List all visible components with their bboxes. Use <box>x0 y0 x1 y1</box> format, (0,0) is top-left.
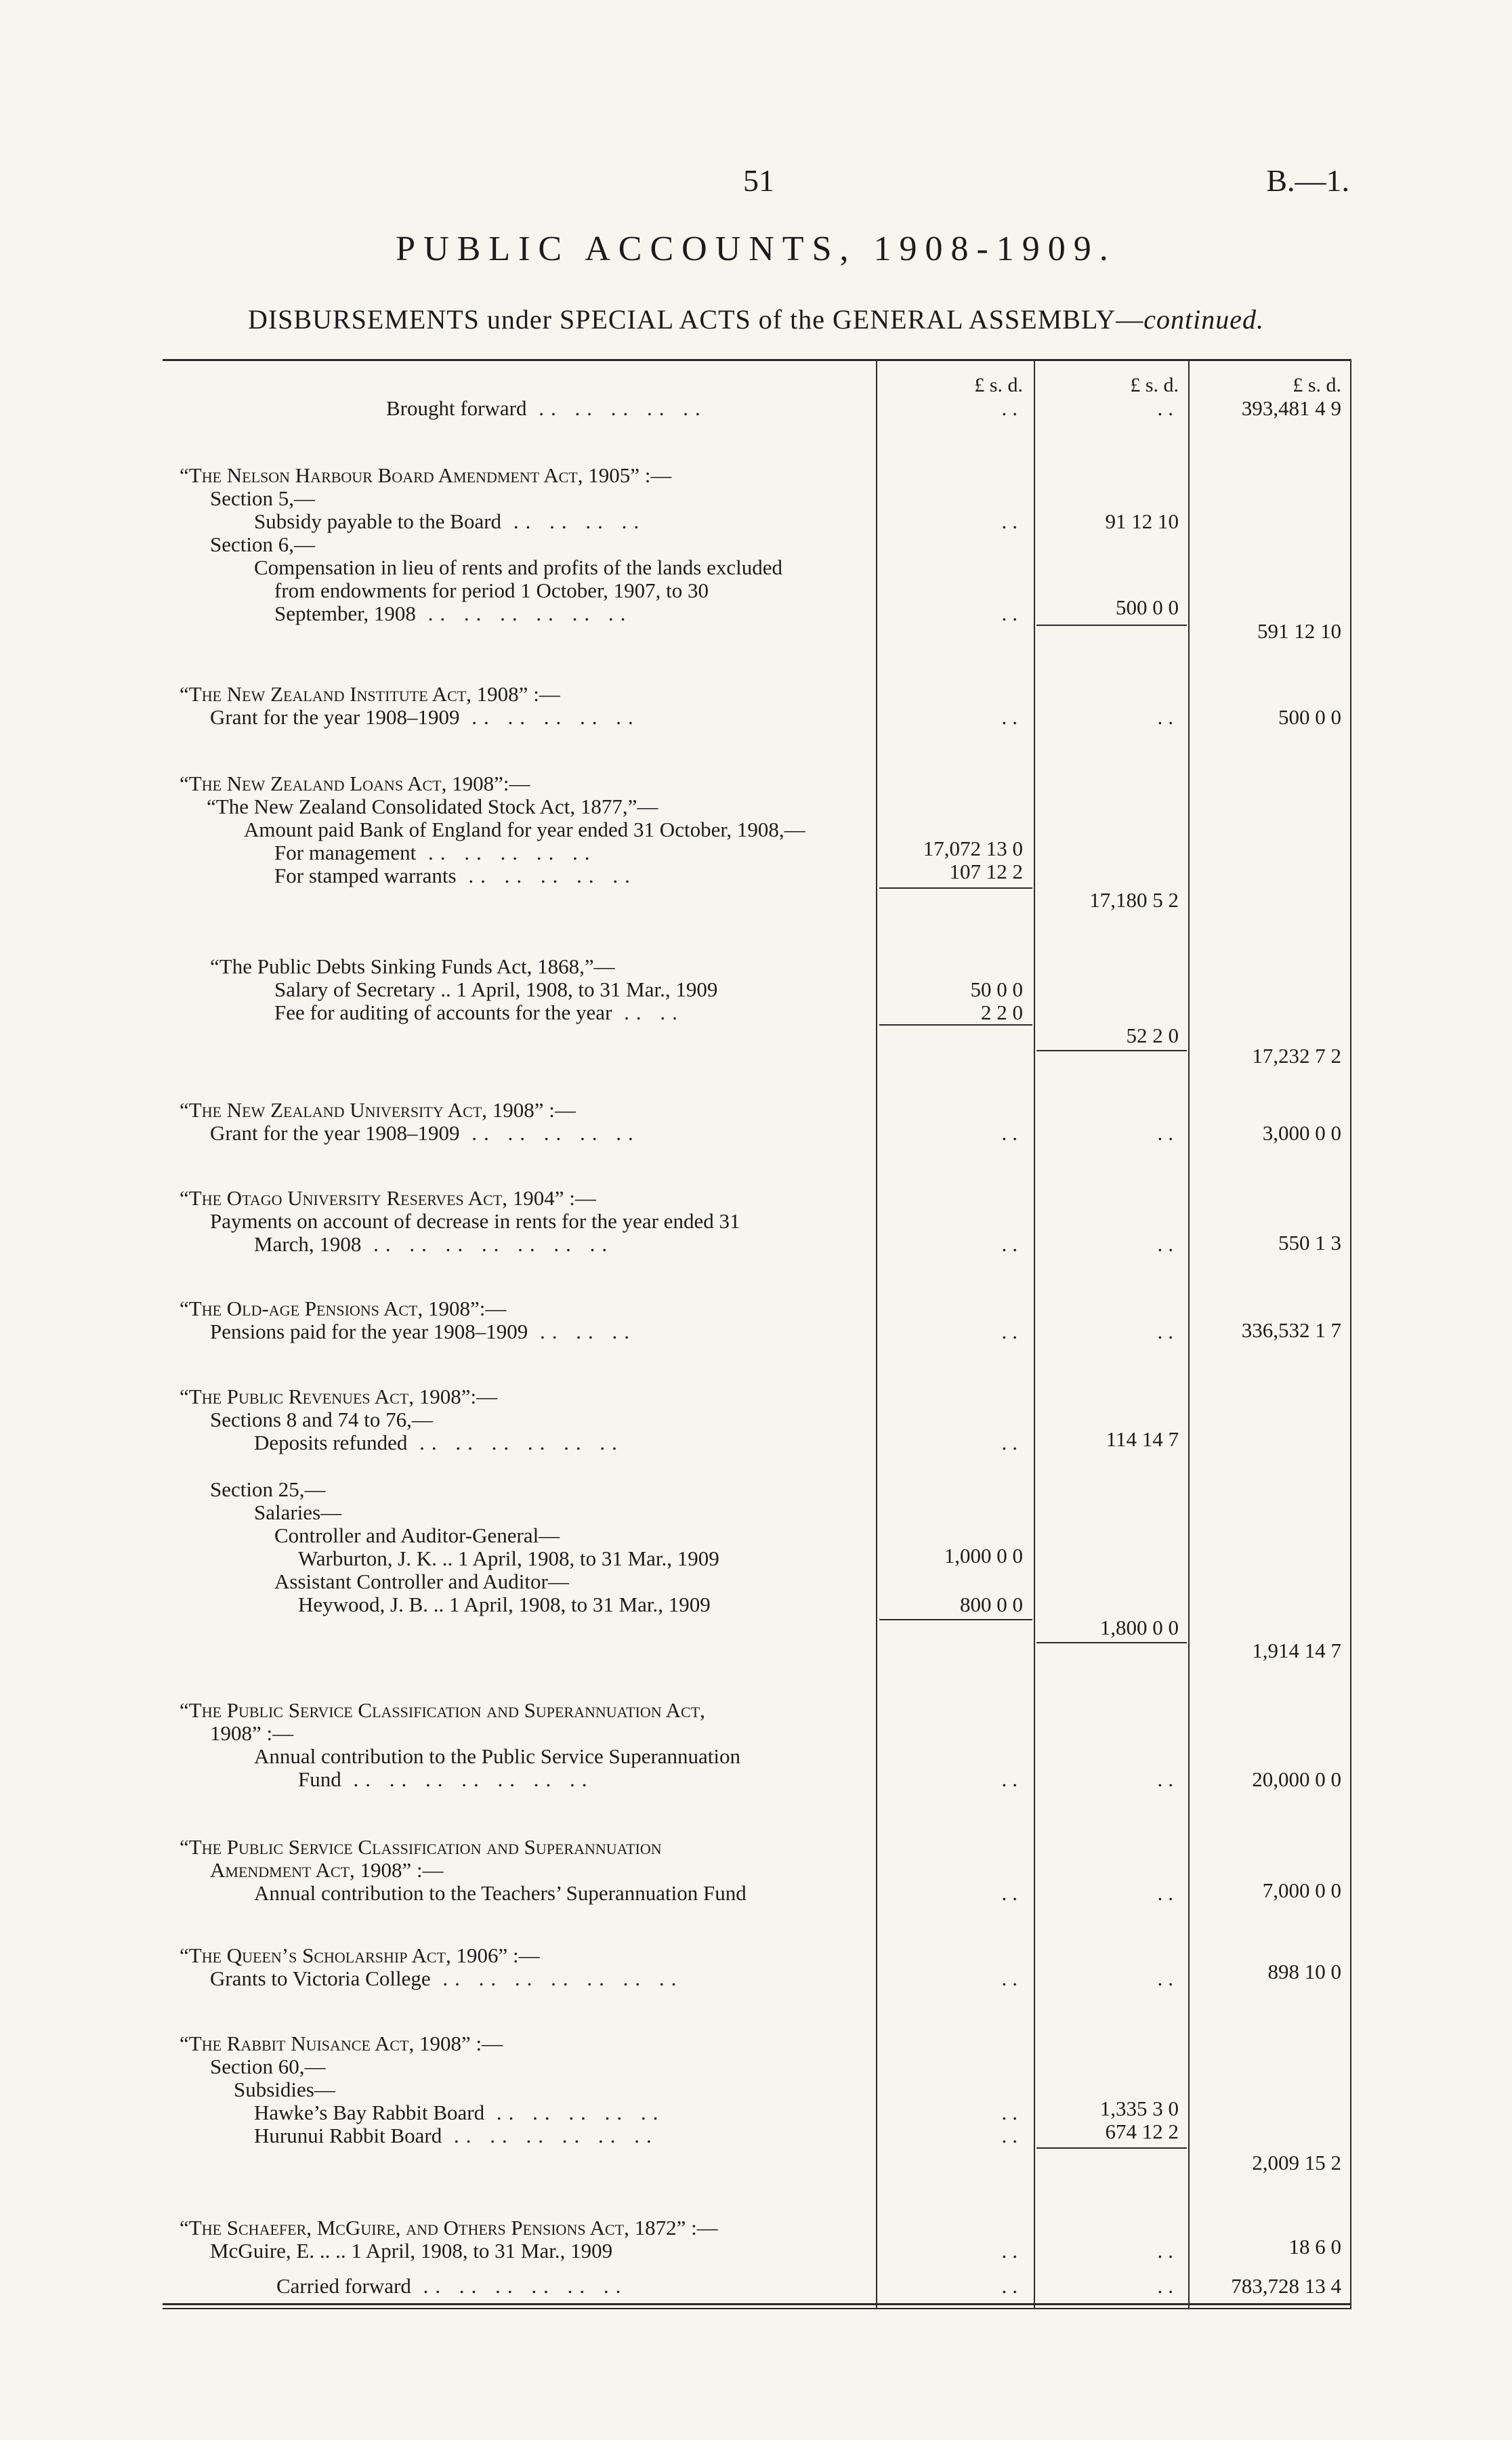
item-c1: .. <box>1001 1232 1023 1256</box>
item-c2: 674 12 2 <box>1105 2120 1179 2143</box>
act-title: “The Queen’s Scholarship Act, 1906” :— <box>180 1943 540 1967</box>
table-bottom-rule <box>163 2308 1351 2309</box>
item-c1: .. <box>1001 2124 1023 2147</box>
item-label: Warburton, J. K. .. 1 April, 1908, to 31 Mar., 1909 <box>298 1547 719 1570</box>
item-c1: .. <box>1001 2101 1023 2124</box>
item-label: Deposits refunded .. .. .. .. .. .. <box>254 1431 624 1454</box>
table-top-rule <box>163 359 1351 361</box>
brought-forward-label: Brought forward .. .. .. .. .. <box>386 396 707 420</box>
item-label: Salaries— <box>254 1500 342 1524</box>
item-c1: .. <box>1001 1121 1023 1145</box>
item-label: from endowments for period 1 October, 1907, to 30 <box>274 579 709 602</box>
act-title: “The Otago University Reserves Act, 1904” :— <box>180 1186 596 1210</box>
item-c2: .. <box>1157 1232 1179 1256</box>
subtotal-rule <box>879 1024 1032 1026</box>
act-total: 2,009 15 2 <box>1252 2151 1341 2174</box>
item-c2: .. <box>1157 1966 1179 1990</box>
item-label: Pensions paid for the year 1908–1909 .. .. .. <box>210 1320 636 1343</box>
act-title: “The Schaefer, McGuire, and Others Pensions Act, 1872” :— <box>180 2216 718 2239</box>
brought-forward-c2: .. <box>1157 396 1179 420</box>
item-c2: .. <box>1157 1767 1179 1791</box>
carried-forward-total: 783,728 13 4 <box>1231 2274 1341 2298</box>
item-c2: 52 2 0 <box>1126 1024 1179 1047</box>
item-label: Compensation in lieu of rents and profits of the lands excluded <box>254 555 782 579</box>
act-title: 1908” :— <box>210 1721 294 1745</box>
table-bottom-rule <box>163 2303 1351 2305</box>
item-c1: .. <box>1001 1966 1023 1990</box>
item-label: Grant for the year 1908–1909 .. .. .. .. .. <box>210 705 640 729</box>
subtotal-rule <box>879 1619 1032 1620</box>
item-label: Subsidy payable to the Board .. .. .. .. <box>254 509 646 533</box>
item-c2: .. <box>1157 705 1179 729</box>
section-label: Sections 8 and 74 to 76,— <box>210 1408 433 1431</box>
subtotal-rule <box>1036 625 1187 626</box>
item-label: Heywood, J. B. .. 1 April, 1908, to 31 Mar., 1909 <box>298 1593 711 1616</box>
act-title: “The New Zealand Institute Act, 1908” :— <box>180 682 560 706</box>
item-label: Controller and Auditor-General— <box>274 1523 560 1547</box>
sub-act-title: “The New Zealand Consolidated Stock Act, 1877,”— <box>207 795 658 818</box>
act-title: “The New Zealand Loans Act, 1908”:— <box>180 772 530 795</box>
act-total: 18 6 0 <box>1288 2235 1341 2258</box>
column-header-2: £ s. d. <box>1130 374 1179 396</box>
column-divider <box>1034 359 1035 2308</box>
item-c1: 50 0 0 <box>970 977 1023 1001</box>
sheet-reference: B.—1. <box>1266 163 1349 198</box>
subtitle-main: DISBURSEMENTS under SPECIAL ACTS of the GENERAL ASSEMBLY— <box>247 304 1144 335</box>
section-label: Section 6,— <box>210 532 315 556</box>
item-label: Payments on account of decrease in rents for the year ended 31 <box>210 1209 740 1233</box>
item-label: March, 1908 .. .. .. .. .. .. .. <box>254 1232 614 1256</box>
item-c2: 114 14 7 <box>1106 1427 1179 1451</box>
act-title: “The Old-age Pensions Act, 1908”:— <box>180 1297 507 1320</box>
subtotal-rule <box>879 887 1032 889</box>
item-c1: 800 0 0 <box>960 1593 1023 1616</box>
item-c2: .. <box>1157 2239 1179 2263</box>
act-title: “The Public Revenues Act, 1908”:— <box>180 1385 498 1408</box>
act-total: 20,000 0 0 <box>1252 1767 1341 1791</box>
carried-forward-c1: .. <box>1001 2274 1023 2298</box>
item-c2: 1,335 3 0 <box>1099 2097 1179 2120</box>
item-c1: .. <box>1001 1767 1023 1791</box>
item-label: McGuire, E. .. .. 1 April, 1908, to 31 Mar., 1909 <box>210 2239 613 2263</box>
carried-forward-label: Carried forward .. .. .. .. .. .. <box>276 2274 628 2298</box>
act-total: 1,914 14 7 <box>1252 1639 1341 1662</box>
subtotal-rule <box>1036 1050 1187 1051</box>
item-c2: .. <box>1157 1121 1179 1145</box>
act-total: 591 12 10 <box>1257 619 1341 643</box>
item-c1: 107 12 2 <box>949 860 1023 883</box>
act-title: Amendment Act, 1908” :— <box>210 1858 444 1882</box>
act-total: 17,232 7 2 <box>1252 1044 1341 1068</box>
act-total: 550 1 3 <box>1278 1231 1341 1255</box>
item-c1: .. <box>1001 2239 1023 2263</box>
item-c1: .. <box>1001 1881 1023 1905</box>
page-subtitle <box>0 303 1512 335</box>
item-label: For stamped warrants .. .. .. .. .. <box>274 864 637 887</box>
item-c1: 17,072 13 0 <box>923 837 1023 860</box>
item-c1: .. <box>1001 705 1023 729</box>
item-label: Annual contribution to the Teachers’ Superannuation Fund <box>254 1881 747 1905</box>
subtotal-rule <box>1036 2147 1187 2149</box>
item-c1: .. <box>1001 509 1023 533</box>
item-c2: 91 12 10 <box>1105 509 1179 533</box>
column-header-3: £ s. d. <box>1293 374 1341 396</box>
item-c2: 500 0 0 <box>1116 595 1179 619</box>
item-label: September, 1908 .. .. .. .. .. .. <box>274 602 633 625</box>
item-label: Amount paid Bank of England for year ended 31 October, 1908,— <box>244 818 805 841</box>
item-label: Salary of Secretary .. 1 April, 1908, to 31 Mar., 1909 <box>274 977 718 1001</box>
ledger-table <box>163 359 1351 2330</box>
item-label: Grant for the year 1908–1909 .. .. .. .. .. <box>210 1121 640 1145</box>
item-c1: .. <box>1001 1431 1023 1454</box>
item-c2: .. <box>1157 1881 1179 1905</box>
column-header-1: £ s. d. <box>974 374 1023 396</box>
brought-forward-total: 393,481 4 9 <box>1241 396 1341 420</box>
column-divider <box>876 359 877 2308</box>
act-total: 898 10 0 <box>1267 1960 1341 1983</box>
item-label: Hurunui Rabbit Board .. .. .. .. .. .. <box>254 2124 658 2147</box>
subtitle-continued: continued. <box>1143 304 1265 335</box>
item-c1: 2 2 0 <box>981 1001 1023 1024</box>
item-c1: .. <box>1001 1320 1023 1343</box>
brought-forward-c1: .. <box>1001 396 1023 420</box>
act-title: “The Rabbit Nuisance Act, 1908” :— <box>180 2032 503 2055</box>
page-title: PUBLIC ACCOUNTS, 1908-1909. <box>396 230 1116 268</box>
section-label: Section 25,— <box>210 1477 326 1501</box>
act-title: “The Nelson Harbour Board Amendment Act, 1905” :— <box>180 463 672 487</box>
act-title: “The New Zealand University Act, 1908” :— <box>180 1098 576 1122</box>
item-c2: .. <box>1157 1320 1179 1343</box>
item-label: Annual contribution to the Public Service Superannuation <box>254 1744 741 1768</box>
act-total: 7,000 0 0 <box>1262 1878 1341 1902</box>
subtotal-rule <box>1036 1642 1187 1643</box>
act-title: “The Public Service Classification and Superannuation Act, <box>180 1698 705 1722</box>
section-label: Section 5,— <box>210 486 315 510</box>
act-title: “The Public Service Classification and Superannuation <box>180 1835 662 1859</box>
item-label: Hawke’s Bay Rabbit Board .. .. .. .. .. <box>254 2101 665 2124</box>
sub-act-title: “The Public Debts Sinking Funds Act, 1868,”— <box>210 954 615 978</box>
item-label: Fund .. .. .. .. .. .. .. <box>298 1767 594 1791</box>
item-c1: 1,000 0 0 <box>944 1544 1023 1568</box>
item-label: Subsidies— <box>234 2078 335 2101</box>
column-divider <box>1188 359 1190 2308</box>
item-label: For management .. .. .. .. .. <box>274 841 597 864</box>
item-label: Grants to Victoria College .. .. .. .. .. .. .. <box>210 1966 684 1990</box>
act-total: 500 0 0 <box>1278 705 1341 729</box>
act-total: 3,000 0 0 <box>1262 1121 1341 1145</box>
act-total: 336,532 1 7 <box>1241 1318 1341 1342</box>
column-divider <box>1350 359 1351 2308</box>
carried-forward-c2: .. <box>1157 2274 1179 2298</box>
item-label: Assistant Controller and Auditor— <box>274 1570 569 1593</box>
item-c2: 17,180 5 2 <box>1089 888 1179 912</box>
section-label: Section 60,— <box>210 2055 326 2078</box>
item-label: Fee for auditing of accounts for the year .. .. <box>274 1001 684 1024</box>
page-number: 51 <box>743 163 774 198</box>
item-c1: .. <box>1001 602 1023 625</box>
item-c2: 1,800 0 0 <box>1099 1616 1179 1639</box>
